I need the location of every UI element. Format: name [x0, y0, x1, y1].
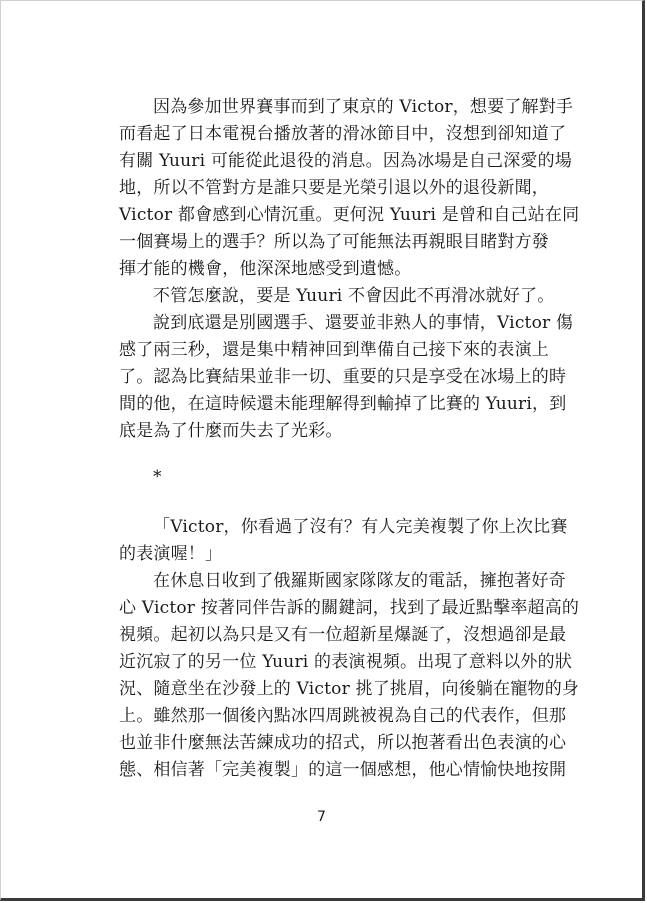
section-separator: * [153, 467, 162, 487]
paragraph-1-line-1: 因為參加世界賽事而到了東京的 Victor，想要了解對手 [153, 97, 574, 117]
paragraph-1-line-3: 有關 Yuuri 可能從此退役的消息。因為冰場是自己深愛的場 [119, 151, 573, 171]
paragraph-3-line-5: 底是為了什麼而失去了光彩。 [119, 421, 343, 441]
paragraph-5-line-6: 上。雖然那一個後內點冰四周跳被視為自己的代表作，但那 [119, 706, 567, 726]
paragraph-4-line-1: 「Victor，你看過了沒有？有人完美複製了你上次比賽 [153, 517, 568, 537]
paragraph-1-line-5: Victor 都會感到心情沉重。更何況 Yuuri 是曾和自己站在同 [119, 205, 580, 225]
paragraph-1-line-4: 地，所以不管對方是誰只要是光榮引退以外的退役新聞， [119, 178, 549, 198]
paragraph-1-line-7: 揮才能的機會，他深深地感受到遺憾。 [119, 259, 412, 279]
paragraph-5-line-3: 視頻。起初以為只是又有一位超新星爆誕了，沒想過卻是最 [119, 625, 567, 645]
paragraph-3-line-4: 間的他，在這時候還未能理解得到輸掉了比賽的 Yuuri，到 [119, 394, 567, 414]
paragraph-3-line-1: 說到底還是別國選手、還要並非熟人的事情，Victor 傷 [153, 313, 574, 333]
paragraph-3-line-2: 感了兩三秒，還是集中精神回到準備自己接下來的表演上 [119, 340, 549, 360]
page-number: 7 [317, 809, 326, 825]
paragraph-4-line-2: 的表演喔！」 [119, 544, 223, 564]
paragraph-5-line-5: 況、隨意坐在沙發上的 Victor 挑了挑眉，向後躺在寵物的身 [119, 679, 580, 699]
paragraph-1-line-6: 一個賽場上的選手？所以為了可能無法再親眼目睹對方發 [119, 232, 549, 252]
paragraph-2-line-1: 不管怎麼說，要是 Yuuri 不會因此不再滑冰就好了。 [153, 286, 555, 306]
paragraph-3-line-3: 了。認為比賽結果並非一切、重要的只是享受在冰場上的時 [119, 367, 567, 387]
paragraph-5-line-1: 在休息日收到了俄羅斯國家隊隊友的電話，擁抱著好奇 [153, 571, 566, 591]
paragraph-5-line-2: 心 Victor 按著同伴告訴的關鍵詞，找到了最近點擊率超高的 [119, 598, 580, 618]
paragraph-1-line-2: 而看起了日本電視台播放著的滑冰節目中，沒想到卻知道了 [119, 124, 567, 144]
paragraph-5-line-7: 也並非什麼無法苦練成功的招式，所以抱著看出色表演的心 [119, 733, 567, 753]
paragraph-5-line-4: 近沉寂了的另一位 Yuuri 的表演視頻。出現了意料以外的狀 [119, 652, 573, 672]
paragraph-5-line-8: 態、相信著「完美複製」的這一個感想，他心情愉快地按開 [119, 760, 567, 780]
